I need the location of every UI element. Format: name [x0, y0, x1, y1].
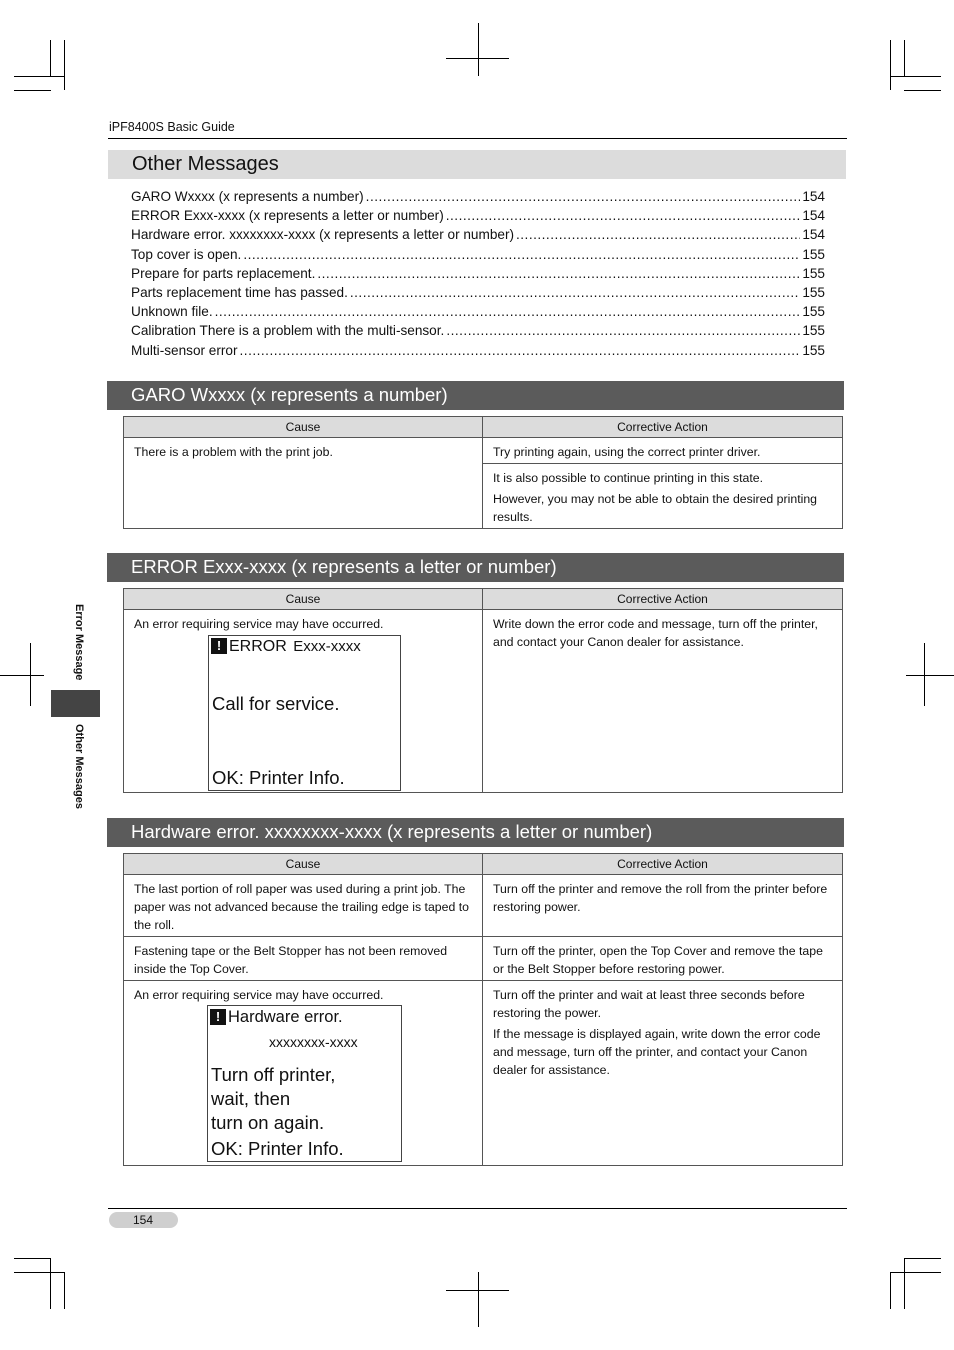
guide-title: iPF8400S Basic Guide [109, 120, 235, 134]
column-header-cause: Cause [124, 417, 483, 438]
panel-error-code: xxxxxxxx-xxxx [269, 1034, 358, 1050]
action-cell: Try printing again, using the correct printer driver. [483, 438, 843, 464]
action-cell: Write down the error code and message, turn off the printer, and contact your Canon dealer for assistance. [483, 610, 843, 793]
action-cell: Turn off the printer and remove the roll from the printer before restoring power. [483, 875, 843, 937]
toc-entry-text: Prepare for parts replacement. [131, 265, 316, 281]
footer-rule [108, 1208, 847, 1209]
section-title: GARO Wxxxx (x represents a number) [131, 384, 448, 405]
table-of-contents [131, 189, 825, 362]
side-tab-marker [51, 690, 100, 717]
panel-ok-line: OK: Printer Info. [211, 1138, 344, 1159]
toc-entry-text: Top cover is open. [131, 246, 242, 262]
panel-ok-line: OK: Printer Info. [212, 767, 345, 788]
toc-entry[interactable] [131, 343, 825, 362]
toc-entry[interactable] [131, 227, 825, 246]
page-number: 154 [133, 1213, 154, 1227]
section-title: Hardware error. xxxxxxxx-xxxx (x represents a letter or number) [131, 821, 653, 842]
column-header-action: Corrective Action [483, 589, 843, 610]
toc-entry-page: 154 [802, 208, 825, 224]
cause-cell: Fastening tape or the Belt Stopper has not been removed inside the Top Cover. [124, 937, 483, 981]
toc-entry-page: 154 [802, 227, 825, 243]
toc-entry[interactable] [131, 247, 825, 266]
column-header-action: Corrective Action [483, 854, 843, 875]
toc-entry-text: Multi-sensor error [131, 342, 238, 358]
page-number-badge [109, 1212, 178, 1228]
exclamation-icon: ! [210, 1009, 226, 1025]
toc-entry-page: 155 [802, 265, 825, 281]
header-rule [108, 138, 847, 139]
toc-entry-page: 155 [802, 246, 825, 262]
toc-entry-text: Parts replacement time has passed. [131, 284, 348, 300]
toc-entry[interactable] [131, 266, 825, 285]
toc-entry-text: Unknown file. [131, 304, 213, 320]
toc-entry-text: Calibration There is a problem with the multi-sensor. [131, 323, 445, 339]
exclamation-icon: ! [211, 638, 227, 654]
column-header-cause: Cause [124, 589, 483, 610]
action-cell: It is also possible to continue printing in this state. However, you may not be able to obtain the desired printing results. [483, 464, 843, 529]
cause-cell: The last portion of roll paper was used during a print job. The paper was not advanced because the trailing edge is taped to the roll. [124, 875, 483, 937]
toc-entry[interactable] [131, 323, 825, 342]
toc-entry-text: Hardware error. xxxxxxxx-xxxx (x represents a letter or number) [131, 227, 514, 243]
toc-entry-page: 155 [802, 284, 825, 300]
cause-cell: There is a problem with the print job. [124, 438, 483, 529]
other-messages-title-bar [108, 150, 846, 179]
column-header-cause: Cause [124, 854, 483, 875]
toc-entry-text: ERROR Exxx-xxxx (x represents a letter or number) [131, 208, 444, 224]
panel-message: Call for service. [212, 693, 340, 714]
side-tab-other-messages[interactable]: Other Messages [73, 724, 85, 809]
section-header-garo [107, 381, 844, 410]
toc-entry[interactable] [131, 189, 825, 208]
cause-cell: An error requiring service may have occurred. [124, 981, 483, 1166]
lcd-hardware-panel: ! Hardware error. xxxxxxxx-xxxx Turn off printer, wait, then turn on again. OK: Printer Info. [207, 1005, 402, 1162]
column-header-action: Corrective Action [483, 417, 843, 438]
toc-entry-page: 155 [802, 342, 825, 358]
garo-table [123, 416, 843, 529]
section-header-error [107, 553, 844, 582]
toc-entry-page: 154 [802, 189, 825, 204]
toc-entry[interactable] [131, 304, 825, 323]
toc-entry-text: GARO Wxxxx (x represents a number) [131, 189, 364, 204]
toc-entry-page: 155 [802, 323, 825, 339]
section-header-hardware [107, 818, 844, 847]
page-title: Other Messages [132, 153, 279, 175]
lcd-error-panel: ! ERROR Exxx-xxxx Call for service. OK: Printer Info. [208, 635, 401, 791]
cause-cell: An error requiring service may have occurred. [124, 610, 483, 793]
toc-entry[interactable] [131, 208, 825, 227]
toc-entry[interactable] [131, 285, 825, 304]
action-cell: Turn off the printer and wait at least three seconds before restoring the power. If the message is displayed again, write down the error code and message, turn off the printer, and contact your Canon dealer for assistance. [483, 981, 843, 1166]
section-title: ERROR Exxx-xxxx (x represents a letter or number) [131, 556, 557, 577]
side-tab-error-message[interactable]: Error Message [73, 604, 85, 681]
toc-entry-page: 155 [802, 304, 825, 320]
action-cell: Turn off the printer, open the Top Cover and remove the tape or the Belt Stopper before restoring power. [483, 937, 843, 981]
